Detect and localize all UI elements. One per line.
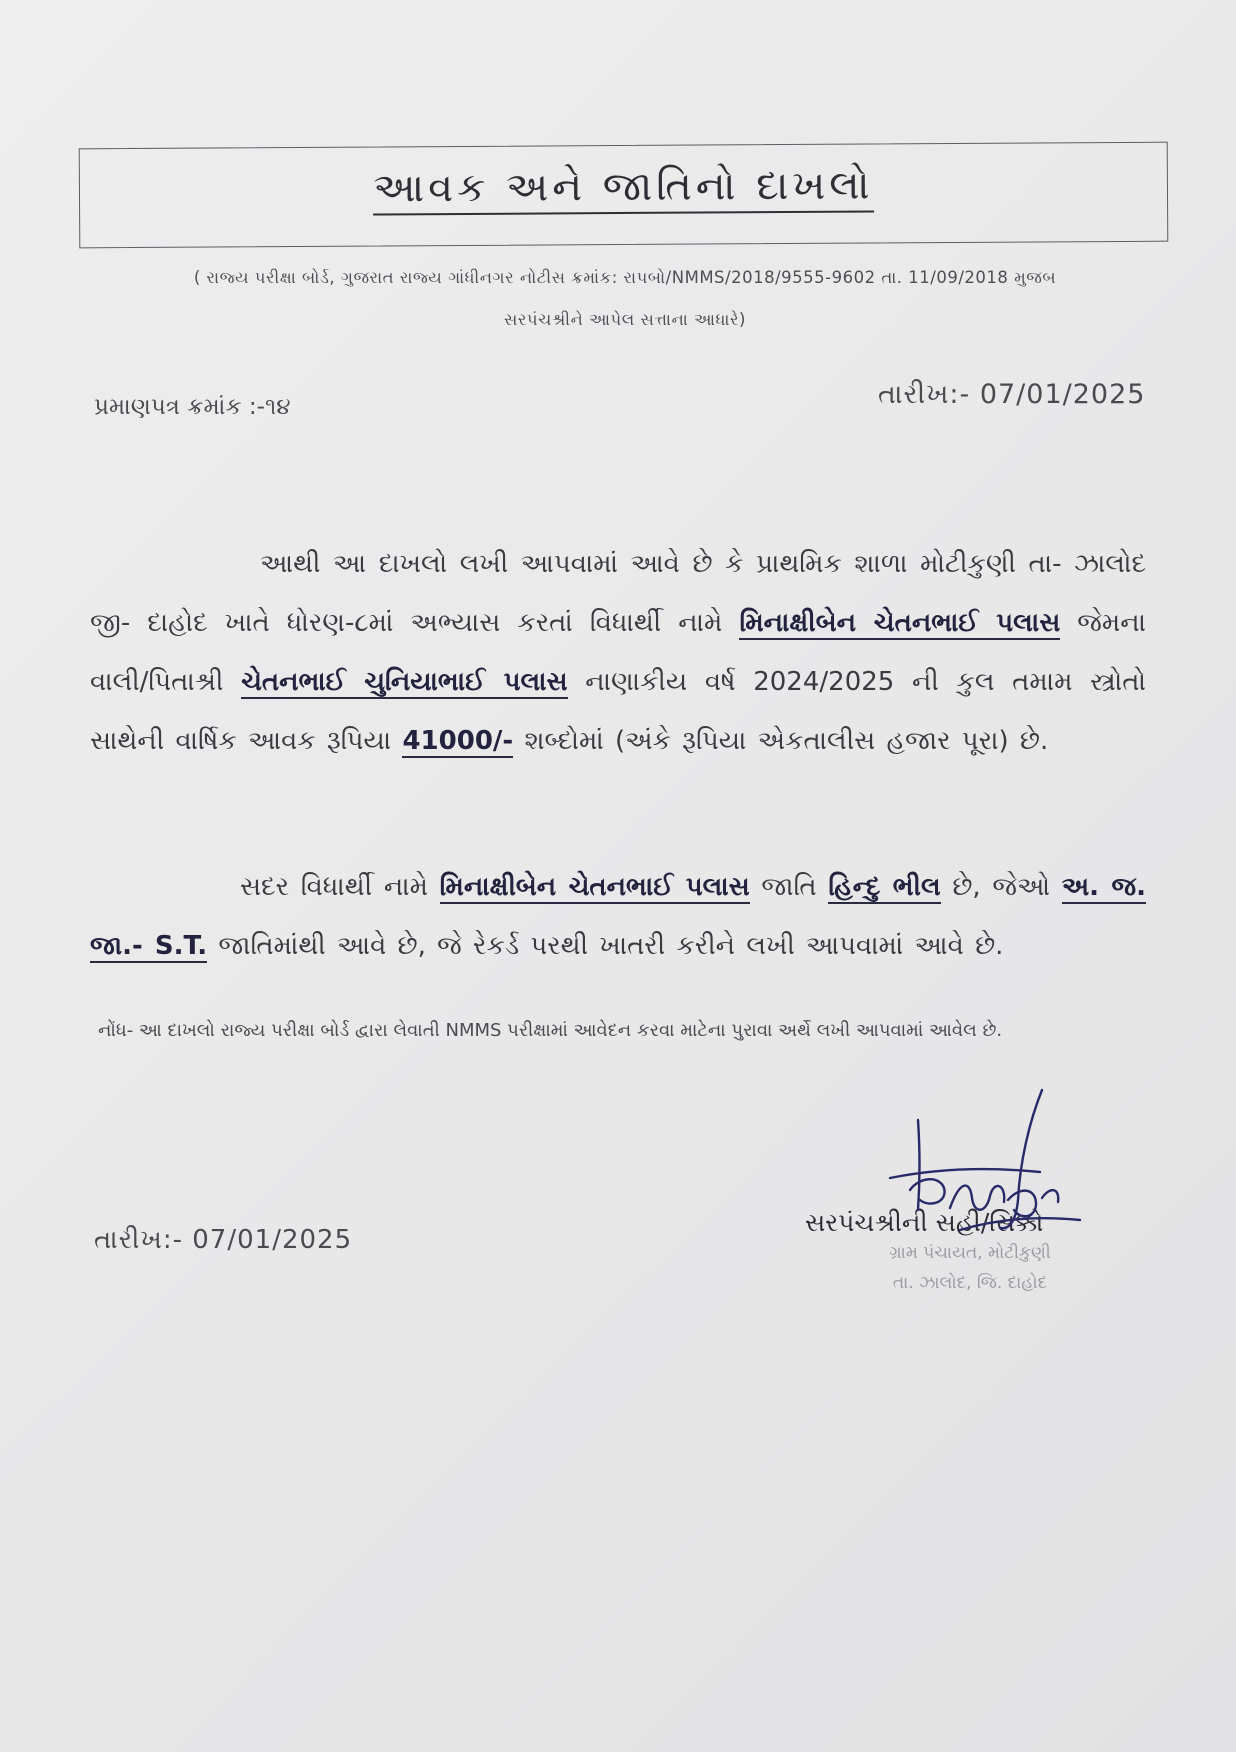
- student-name: મિનાક્ષીબેન ચેતનભાઈ પલાસ: [739, 608, 1061, 638]
- student-name-2: મિનાક્ષીબેન ચેતનભાઈ પલાસ: [439, 872, 750, 902]
- para2-text-1: સદર વિધાર્થી નામે: [240, 872, 440, 902]
- caste: હિન્દુ ભીલ: [828, 872, 941, 902]
- note: નોંધ- આ દાખલો રાજ્ય પરીક્ષા બોર્ડ દ્વારા લેવાતી NMMS પરીક્ષામાં આવેદન કરવા માટેના પુરાવા અર્થે લખી આપવામાં આવેલ છે.: [98, 1020, 1003, 1041]
- para1-text-2: જેમના વાલી/પિતાશ્રી: [90, 608, 1146, 697]
- reference-line-1: ( રાજ્ય પરીક્ષા બોર્ડ, ગુજરાત રાજ્ય ગાંધીનગર નોટીસ ક્રમાંક: રાપબો/NMMS/2018/9555-9602 તા. 11/09/2018 મુજબ: [193, 268, 1057, 287]
- issue-date-top: તારીખ:- 07/01/2025: [878, 379, 1146, 410]
- caste-paragraph: [90, 858, 1146, 976]
- certificate-number: પ્રમાણપત્ર ક્રમાંક :-૧૪: [94, 394, 291, 420]
- title-box: [79, 142, 1169, 249]
- handwritten-signature: [860, 1080, 1100, 1270]
- annual-income: 41000/-: [402, 726, 514, 756]
- reference-line-2: સરપંચશ્રીને આપેલ સત્તાના આધારે): [504, 310, 746, 329]
- caste-category: અ. જ. જા.- S.T.: [90, 872, 1146, 961]
- signature-label: સરપંચશ્રીની સહી/સિક્કો: [805, 1208, 1044, 1237]
- para2-text-3: છે, જેઓ: [940, 872, 1062, 902]
- para1-text-3: નાણાકીય વર્ષ 2024/2025 ની કુલ તમામ સ્ત્રોતો સાથેની વાર્ષિક આવક રૂપિયા: [90, 667, 1147, 756]
- para1-text-4: શબ્દોમાં (અંકે રૂપિયા એકતાલીસ હજાર પૂરા) છે.: [513, 726, 1049, 756]
- para1-text-1: આથી આ દાખલો લખી આપવામાં આવે છે કે પ્રાથમિક શાળા મોટીકુણી તા- ઝાલોદ જી- દાહોદ ખાતે ધોરણ-૮માં અભ્યાસ કરતાં વિધાર્થી નામે: [90, 549, 1146, 638]
- guardian-name: ચેતનભાઈ ચુનિયાભાઈ પલાસ: [241, 667, 568, 697]
- stamp-line-2: તા. ઝાલોદ, જિ. દાહોદ: [892, 1273, 1048, 1293]
- income-paragraph: [90, 535, 1146, 771]
- issue-date-bottom: તારીખ:- 07/01/2025: [94, 1225, 353, 1255]
- certificate-title: આવક અને જાતિનો દાખલો: [373, 162, 874, 215]
- para2-text-4: જાતિમાંથી આવે છે, જે રેકર્ડ પરથી ખાતરી કરીને લખી આપવામાં આવે છે.: [207, 931, 1004, 961]
- stamp-line-1: ગ્રામ પંચાયત, મોટીકુણી: [889, 1243, 1051, 1263]
- para2-text-2: જાતિ: [749, 872, 829, 902]
